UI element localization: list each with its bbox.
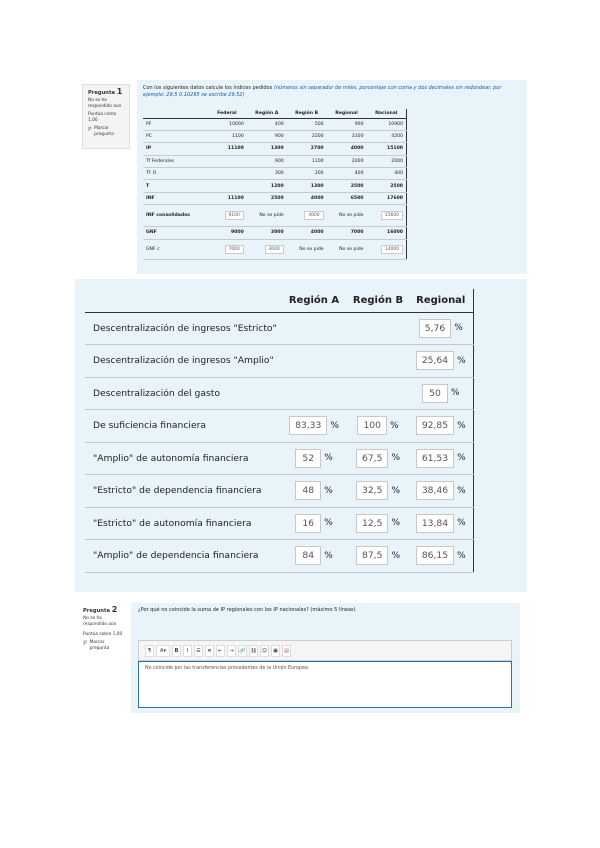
input-desc-ingresos-amplio-regional[interactable]: 25,64 xyxy=(416,351,454,370)
question-2-text: ¿Por qué no coincide la suma de IP regionales con los IP nacionales? (máximo 5 líneas) xyxy=(138,607,356,613)
question-2-number: Pregunta 2 xyxy=(83,605,118,614)
ratios-header-region-b: Región B xyxy=(347,289,409,312)
ratios-header-region-a: Región A xyxy=(281,289,347,312)
ratio-row: "Amplio" de autonomía financiera 52 % 67,5 % 61,53 % xyxy=(85,442,473,475)
font-size-button[interactable]: A▾ xyxy=(156,645,170,657)
input-desc-gasto-regional[interactable]: 50 xyxy=(422,384,448,403)
input-gnf-c-federal[interactable]: 7000 xyxy=(225,245,244,254)
flag-question-1[interactable]: Marcar pregunta xyxy=(88,126,124,138)
input-amplio-dependencia-regional[interactable]: 86,15 xyxy=(416,546,454,565)
unlink-button[interactable]: ⛓ xyxy=(249,645,258,657)
input-amplio-autonomia-regional[interactable]: 61,53 xyxy=(416,449,454,468)
input-estricto-dependencia-region-a[interactable]: 48 xyxy=(295,481,321,500)
flag-question-2[interactable]: Marcar pregunta xyxy=(83,640,123,652)
input-estricto-dependencia-region-b[interactable]: 32,5 xyxy=(356,481,388,500)
media-button[interactable]: ▤ xyxy=(282,645,291,657)
ratios-table xyxy=(85,289,474,573)
input-suficiencia-region-b[interactable]: 100 xyxy=(357,416,387,435)
outdent-button[interactable]: ⇤ xyxy=(216,645,225,657)
ratio-row: De suficiencia financiera 83,33 % 100 % 92,85 % xyxy=(85,410,473,443)
header-region-b: Región B xyxy=(287,109,327,118)
table-row-t: T 1200 1300 2500 2500 xyxy=(143,180,407,192)
question-1-status: No se ha respondido aún xyxy=(88,98,122,109)
ratio-row: "Estricto" de dependencia financiera 48 % 32,5 % 38,46 % xyxy=(85,475,473,508)
input-amplio-dependencia-region-b[interactable]: 87,5 xyxy=(356,546,388,565)
ratio-row: "Estricto" de autonomía financiera 16 % 12,5 % 13,84 % xyxy=(85,507,473,540)
question-1-text: Con los siguientes datos calcule los índices pedidos (números sin separador de miles, porcentaje con coma y dos decimales sin redondear, por ejemplo: 29,5 0.10295 se escribe 29,52) xyxy=(143,85,502,98)
ratio-row: Descentralización de ingresos "Estricto" 5,76 % xyxy=(85,312,473,345)
input-amplio-autonomia-region-a[interactable]: 52 xyxy=(295,449,321,468)
table-row-inf-consolidados: INF consolidados 9100 No se pide 4000 No se pide 15600 xyxy=(143,205,407,227)
input-estricto-dependencia-regional[interactable]: 38,46 xyxy=(416,481,454,500)
table-row-ip: IP 11100 1300 2700 4000 15100 xyxy=(143,143,407,155)
indent-button[interactable]: ⇥ xyxy=(227,645,236,657)
ratios-header-regional: Regional xyxy=(409,289,473,312)
input-gnf-c-region-a[interactable]: 3000 xyxy=(265,245,284,254)
numbered-list-button[interactable]: ≣ xyxy=(205,645,214,657)
flag-icon xyxy=(83,640,88,646)
header-region-a: Región A xyxy=(247,109,287,118)
table-row-tf-federales: Tf Federales 900 1100 2000 2000 xyxy=(143,155,407,167)
input-desc-ingresos-estricto-regional[interactable]: 5,76 xyxy=(419,319,451,338)
paragraph-style-button[interactable]: ¶ xyxy=(145,645,154,657)
question-2-score: Puntúa sobre 1,00 xyxy=(83,632,123,637)
editor-toolbar xyxy=(138,640,512,661)
table-row-pf: PF 10000 400 500 900 10900 xyxy=(143,118,407,130)
header-federal: Federal xyxy=(207,109,247,118)
input-estricto-autonomia-regional[interactable]: 13,84 xyxy=(416,514,454,533)
table-row-inf: INF 11100 2500 4000 6500 17600 xyxy=(143,192,407,204)
input-amplio-autonomia-region-b[interactable]: 67,5 xyxy=(356,449,388,468)
question-1-info xyxy=(82,84,130,149)
italic-button[interactable]: I xyxy=(183,645,192,657)
question-1-score: Puntúa como 1,00 xyxy=(88,112,117,123)
input-gnf-c-nacional[interactable]: 14000 xyxy=(381,245,403,254)
input-inf-consolidados-region-b[interactable]: 4000 xyxy=(304,211,323,220)
link-button[interactable]: 🔗 xyxy=(238,645,247,657)
header-empty xyxy=(143,109,207,118)
question-2-info xyxy=(78,603,128,673)
input-inf-consolidados-nacional[interactable]: 15600 xyxy=(381,211,403,220)
table-row-gnf: GNF 9000 3000 4000 7000 16000 xyxy=(143,227,407,239)
data-table xyxy=(143,109,407,260)
input-estricto-autonomia-region-a[interactable]: 16 xyxy=(295,514,321,533)
ratio-row: Descentralización del gasto 50 % xyxy=(85,377,473,410)
question-2-status: No se ha respondido aún xyxy=(83,616,117,627)
input-inf-consolidados-federal[interactable]: 9100 xyxy=(225,211,244,220)
answer-editor[interactable]: No coincide por las transferencias procedentes de la Unión Europea. xyxy=(138,661,512,708)
input-amplio-dependencia-region-a[interactable]: 84 xyxy=(295,546,321,565)
flag-icon xyxy=(88,126,92,132)
question-1-instructions: (números sin separador de miles, porcentaje con coma y dos decimales sin redondear, por ejemplo: 29,5 0.10295 se escribe 29,52) xyxy=(143,85,502,98)
input-estricto-autonomia-region-b[interactable]: 12,5 xyxy=(356,514,388,533)
ratios-panel xyxy=(75,279,527,592)
ratio-row: Descentralización de ingresos "Amplio" 25,64 % xyxy=(85,345,473,378)
question-1-number: Pregunta 1 xyxy=(88,87,123,96)
ratio-row: "Amplio" de dependencia financiera 84 % 87,5 % 86,15 % xyxy=(85,540,473,573)
header-nacional: Nacional xyxy=(367,109,407,118)
bullet-list-button[interactable]: ☰ xyxy=(194,645,203,657)
emoji-button[interactable]: ☺ xyxy=(260,645,269,657)
table-row-gnf-c: GNF c 7000 3000 No se pide No se pide 14000 xyxy=(143,239,407,259)
image-button[interactable]: ▣ xyxy=(271,645,280,657)
input-suficiencia-region-a[interactable]: 83,33 xyxy=(289,416,327,435)
table-row-tf-r: Tf. R 300 200 400 400 xyxy=(143,168,407,180)
table-row-pc: PC 1100 900 2200 3100 4200 xyxy=(143,130,407,142)
header-regional: Regional xyxy=(327,109,367,118)
bold-button[interactable]: B xyxy=(172,645,181,657)
input-suficiencia-regional[interactable]: 92,85 xyxy=(416,416,454,435)
